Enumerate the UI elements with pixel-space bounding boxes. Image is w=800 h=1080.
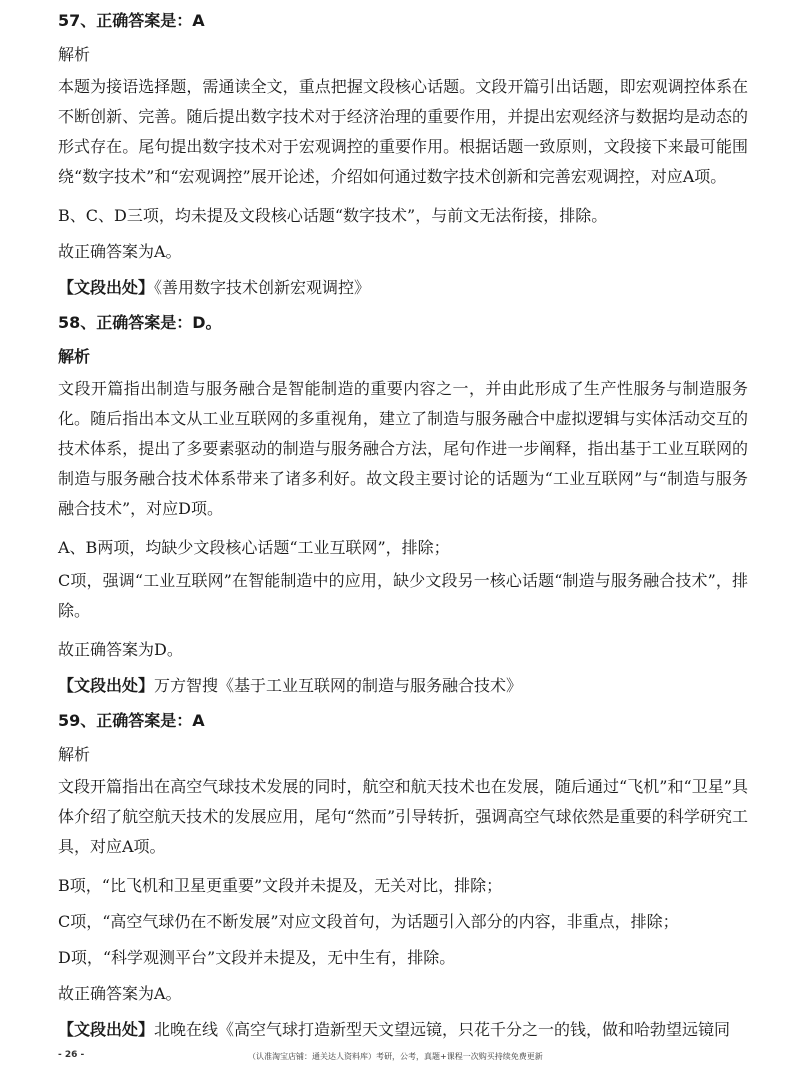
conclusion-line: 故正确答案为D。 [58,640,183,659]
answer-heading: 57、正确答案是：A [58,11,205,30]
analysis-paragraph: 文段开篇指出在高空气球技术发展的同时，航空和航天技术也在发展，随后通过“飞机”和“卫星”具体介绍了航空航天技术的发展应用，尾句“然而”引导转折，强调高空气球依然是重要的科学研究工具，对应A项。 [58,777,748,856]
answer-heading: 59、正确答案是：A [58,711,205,730]
source-tag: 【文段出处】 [58,278,155,297]
analysis-paragraph: 本题为接语选择题，需通读全文，重点把握文段核心话题。文段开篇引出话题，即宏观调控体系在不断创新、完善。随后提出数字技术对于经济治理的重要作用，并提出宏观经济与数据均是动态的形式存在。尾句提出数字技术对于宏观调控的重要作用。根据话题一致原则，文段接下来最可能围绕“数字技术”和“宏观调控”展开论述，介绍如何通过数字技术创新和完善宏观调控，对应A项。 [58,77,748,186]
answer-heading: 58、正确答案是：D。 [58,313,222,332]
conclusion-line: 故正确答案为A。 [58,984,182,1003]
source-line [58,270,748,306]
analysis-label: 解析 [58,745,91,764]
option-analysis: C项，强调“工业互联网”在智能制造中的应用，缺少文段另一核心话题“制造与服务融合技术”，排除。 [58,571,748,620]
source-title: 万方智搜《基于工业互联网的制造与服务融合技术》 [154,676,523,695]
option-analysis: C项，“高空气球仍在不断发展”对应文段首句，为话题引入部分的内容，非重点，排除； [58,912,679,931]
analysis-label: 解析 [58,347,91,366]
source-tag: 【文段出处】 [58,676,155,695]
page-number: - 26 - [58,1050,85,1060]
source-line [58,1012,748,1048]
footer-text: （认准淘宝店铺：通关达人资料库）考研，公考，真题+课程一次购买持续免费更新 [248,1052,543,1061]
option-analysis: D项，“科学观测平台”文段并未提及，无中生有，排除。 [58,948,456,967]
source-line [58,668,748,704]
page-footer [58,1050,748,1066]
source-tag: 【文段出处】 [58,1020,155,1039]
source-title: 《善用数字技术创新宏观调控》 [154,278,371,297]
option-analysis: A、B两项，均缺少文段核心话题“工业互联网”，排除； [58,538,450,557]
analysis-paragraph: 文段开篇指出制造与服务融合是智能制造的重要内容之一，并由此形成了生产性服务与制造服务化。随后指出本文从工业互联网的多重视角，建立了制造与服务融合中虚拟逻辑与实体活动交互的技术体系，提出了多要素驱动的制造与服务融合方法，尾句作进一步阐释，指出基于工业互联网的制造与服务融合技术体系带来了诸多利好。故文段主要讨论的话题为“工业互联网”与“制造与服务融合技术”，对应D项。 [58,379,748,518]
question-57 [58,4,748,306]
question-59 [58,704,748,1048]
document-page [58,4,748,1048]
source-title: 北晚在线《高空气球打造新型天文望远镜，只花千分之一的钱，做和哈勃望远镜同 [154,1020,731,1039]
analysis-label: 解析 [58,45,91,64]
option-analysis: B项，“比飞机和卫星更重要”文段并未提及，无关对比，排除； [58,876,503,895]
question-58 [58,306,748,704]
option-analysis: B、C、D三项，均未提及文段核心话题“数字技术”，与前文无法衔接，排除。 [58,206,608,225]
conclusion-line: 故正确答案为A。 [58,242,182,261]
